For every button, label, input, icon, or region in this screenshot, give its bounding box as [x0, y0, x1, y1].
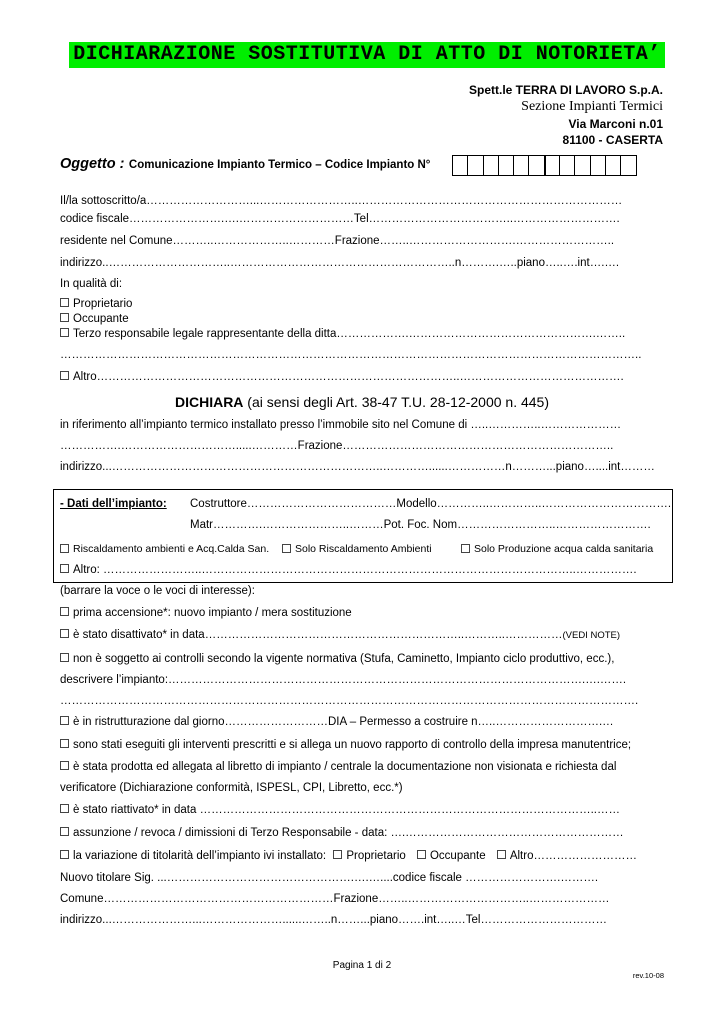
checkbox-icon[interactable]	[60, 371, 69, 380]
descrivere-field[interactable]: descrivere l’impianto:……………………………………………………………………………………………….….…….	[60, 674, 627, 686]
checkbox-icon[interactable]	[282, 544, 291, 553]
qualita-option-proprietario[interactable]: Proprietario	[60, 298, 132, 310]
dichiara-comune-field[interactable]: in riferimento all’impianto termico installato presso l’immobile sito nel Comune di …..…………..…………………	[60, 419, 622, 431]
item-prima-accensione[interactable]: prima accensione*: nuovo impianto / mera sostituzione	[60, 607, 352, 619]
checkbox-icon[interactable]	[60, 804, 69, 813]
qualita-label: In qualità di:	[60, 278, 123, 290]
code-cell[interactable]	[605, 155, 621, 176]
dichiara-rest: (ai sensi degli Art. 38-47 T.U. 28-12-2000 n. 445)	[243, 394, 550, 410]
code-cell[interactable]	[574, 155, 590, 176]
dichiara-indirizzo-field[interactable]: indirizzo...……………………………………………………………..…………......……………n………...piano…....int………	[60, 461, 655, 473]
recipient-line-2: Sezione Impianti Termici	[521, 99, 663, 114]
item-variazione[interactable]: la variazione di titolarità dell’impianto ivi installato: Proprietario Occupante Altro………………………	[60, 850, 637, 862]
checkbox-icon[interactable]	[60, 629, 69, 638]
checkbox-icon[interactable]	[417, 850, 426, 859]
variazione-altro: Altro………………………	[509, 850, 637, 862]
residente-field[interactable]: residente nel Comune………..………………..…………Frazione……..……………………….……………………..	[60, 235, 615, 247]
item-non-soggetto[interactable]: non è soggetto ai controlli secondo la vigente normativa (Stufa, Caminetto, Impianto ciclo produttivo, ecc.),	[60, 653, 614, 665]
checkbox-icon[interactable]	[333, 850, 342, 859]
code-cell[interactable]	[620, 155, 636, 176]
qualita-option-altro[interactable]: Altro…………………………………………………………………………………..…………………………………….	[60, 371, 624, 383]
vedi-note: (VEDI NOTE)	[562, 630, 621, 641]
codice-fiscale-field[interactable]: codice fiscale…………………….….…………………………Tel………………………………..……………………….	[60, 213, 620, 225]
verificatore-text: verificatore (Dichiarazione conformità, ISPESL, CPI, Libretto, ecc.*)	[60, 782, 403, 794]
recipient-line-1: Spett.le TERRA DI LAVORO S.p.A.	[468, 83, 663, 97]
dichiara-frazione-field[interactable]: …………….………………………….....…………Frazione……………………………………………………………..	[60, 440, 614, 452]
qualita-option-occupante[interactable]: Occupante	[60, 313, 129, 325]
page-number: Pagina 1 di 2	[332, 960, 392, 971]
checkbox-icon[interactable]	[60, 607, 69, 616]
checkbox-icon[interactable]	[60, 313, 69, 322]
checkbox-icon[interactable]	[60, 827, 69, 836]
recipient-line-3: Via Marconi n.01	[568, 117, 663, 131]
code-cell[interactable]	[452, 155, 468, 176]
oggetto-text: Comunicazione Impianto Termico – Codice Impianto N°	[128, 159, 431, 171]
document-title: DICHIARAZIONE SOSTITUTIVA DI ATTO DI NOTORIETA’	[69, 42, 665, 68]
checkbox-icon[interactable]	[60, 739, 69, 748]
oggetto-row	[60, 155, 430, 173]
checkbox-icon[interactable]	[60, 328, 69, 337]
nuovo-titolare-field[interactable]: Nuovo titolare Sig. ...………………………………………….….…....codice fiscale …………………….……….	[60, 872, 599, 884]
code-cell[interactable]	[513, 155, 529, 176]
impianto-option-altro[interactable]: Altro: ……………………..……………………………………………………………………………………..…………….	[60, 564, 637, 576]
matr-field[interactable]: Matr………….…………………..………Pot. Foc. Nom……………………..…………………….	[190, 519, 651, 531]
indirizzo-field[interactable]: indirizzo..…………………………..…………………………………………………..n……….…..piano…..….int….….	[60, 257, 620, 269]
impianto-option-solo-risc[interactable]: Solo Riscaldamento Ambienti	[282, 543, 432, 555]
checkbox-icon[interactable]	[60, 761, 69, 770]
barrare-note: (barrare la voce o le voci di interesse):	[60, 585, 255, 597]
code-cell[interactable]	[559, 155, 575, 176]
checkbox-icon[interactable]	[461, 544, 470, 553]
impianto-option-solo-acs[interactable]: Solo Produzione acqua calda sanitaria	[461, 543, 653, 555]
qualita-dots-line[interactable]: ……………………………………………………………………………………………………………………………………..	[60, 349, 642, 361]
variazione-proprietario: Proprietario	[346, 850, 406, 862]
code-cell[interactable]	[590, 155, 606, 176]
code-cell[interactable]	[498, 155, 514, 176]
variazione-occupante: Occupante	[429, 850, 486, 862]
costruttore-field[interactable]: Costruttore…………………………………Modello…………..…………..…………………………….	[190, 498, 672, 510]
codice-impianto-boxes[interactable]	[453, 155, 637, 176]
qualita-option-terzo[interactable]: Terzo responsabile legale rappresentante della ditta……………….………………………………………….……..	[60, 328, 625, 340]
code-cell[interactable]	[467, 155, 483, 176]
checkbox-icon[interactable]	[60, 653, 69, 662]
code-cell[interactable]	[544, 155, 560, 176]
sottoscritto-field[interactable]: Il/la sottoscritto/a………………………...……………………..……………………………………………………………	[60, 195, 623, 207]
impianto-option-risc-acs[interactable]: Riscaldamento ambienti e Acq.Calda San.	[60, 543, 269, 555]
dichiara-bold: DICHIARA	[174, 394, 244, 410]
comune-field[interactable]: Comune……………………………………………………Frazione……..…………………………..…………………	[60, 893, 610, 905]
checkbox-icon[interactable]	[60, 564, 69, 573]
revision-label: rev.10-08	[632, 971, 664, 980]
dichiara-heading	[0, 394, 724, 410]
checkbox-icon[interactable]	[497, 850, 506, 859]
item-prodotta[interactable]: è stata prodotta ed allegata al libretto di impianto / centrale la documentazione non visionata e richiesta dal	[60, 761, 616, 773]
dati-impianto-label: - Dati dell’impianto:	[60, 498, 167, 510]
checkbox-icon[interactable]	[60, 850, 69, 859]
descrivere-dots-line[interactable]: …………………………………………………………………………………………………………………………………….	[60, 695, 639, 707]
oggetto-label: Oggetto :	[60, 156, 125, 172]
item-riattivato[interactable]: è stato riattivato* in data …………………………………………………………………………………………..……	[60, 804, 620, 816]
code-cell[interactable]	[483, 155, 499, 176]
item-interventi[interactable]: sono stati eseguiti gli interventi prescritti e si allega un nuovo rapporto di controllo della impresa manutentrice;	[60, 739, 631, 751]
checkbox-icon[interactable]	[60, 544, 69, 553]
indirizzo2-field[interactable]: indirizzo...…………………...…………………......……..n……...piano…….int…..…Tel……………………………	[60, 914, 607, 926]
item-ristrutturazione[interactable]: è in ristrutturazione dal giorno………………………DIA – Permesso a costruire n…..……………………….…	[60, 716, 614, 728]
checkbox-icon[interactable]	[60, 298, 69, 307]
item-disattivato[interactable]: è stato disattivato* in data…………………………………………………………..………..……………(VEDI NOTE)	[60, 629, 620, 641]
checkbox-icon[interactable]	[60, 716, 69, 725]
item-assunzione[interactable]: assunzione / revoca / dimissioni di Terzo Responsabile - data: ….…………………………………………………	[60, 827, 624, 839]
code-cell[interactable]	[528, 155, 544, 176]
recipient-line-4: 81100 - CASERTA	[562, 133, 663, 147]
